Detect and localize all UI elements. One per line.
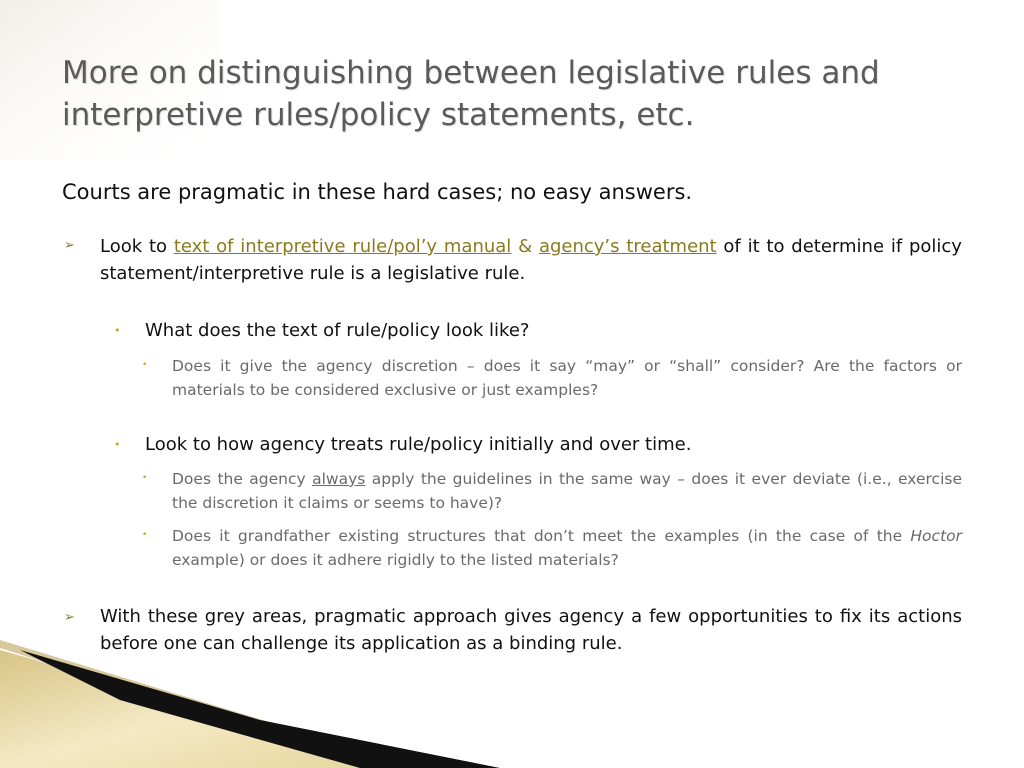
dot-bullet-icon: • bbox=[114, 438, 121, 451]
sub-item-discretion: Does it give the agency discretion – does it say “may” or “shall” consider? Are the factors or materials to be considered exclusive or just examples? bbox=[172, 357, 962, 399]
ampersand: & bbox=[518, 236, 533, 257]
link-agency-treatment[interactable]: agency’s treatment bbox=[538, 236, 717, 257]
sub-item-always-apply bbox=[172, 467, 962, 515]
dot-bullet-icon: • bbox=[142, 360, 148, 370]
dot-bullet-icon: • bbox=[142, 473, 148, 483]
bullet1-pre: Look to bbox=[100, 236, 168, 257]
subtitle: Courts are pragmatic in these hard cases; no easy answers. bbox=[62, 180, 693, 204]
sub-item-grandfather bbox=[172, 524, 962, 572]
item-post: apply the guidelines in the same way – does it ever deviate (i.e., exercise the discretion it claims or seems to have)? bbox=[172, 470, 963, 512]
arrow-bullet-icon: ➢ bbox=[64, 610, 75, 625]
sub-bullet-agency-treats: Look to how agency treats rule/policy initially and over time. bbox=[145, 434, 692, 455]
bullet1-post: of it to determine if policy statement/interpretive rule is a legislative rule. bbox=[100, 236, 962, 284]
dot-bullet-icon: • bbox=[114, 324, 121, 337]
item-pre: Does it grandfather existing structures that don’t meet the examples (in the case of the bbox=[172, 527, 903, 545]
sub-bullet-text-look: What does the text of rule/policy look like? bbox=[145, 320, 530, 341]
slide-title: More on distinguishing between legislative rules and interpretive rules/policy statements, etc. bbox=[62, 55, 880, 133]
bullet-grey-areas: With these grey areas, pragmatic approach gives agency a few opportunities to fix its actions before one can challenge its application as a binding rule. bbox=[100, 606, 962, 654]
bullet-look-to-text bbox=[100, 233, 962, 287]
dot-bullet-icon: • bbox=[142, 530, 148, 540]
emphasis-hoctor: Hoctor bbox=[910, 527, 962, 545]
emphasis-always: always bbox=[312, 470, 366, 488]
item-pre: Does the agency bbox=[172, 470, 306, 488]
arrow-bullet-icon: ➢ bbox=[64, 238, 75, 253]
link-interpretive-rule-text[interactable]: text of interpretive rule/pol’y manual bbox=[173, 236, 512, 257]
item-post: example) or does it adhere rigidly to the listed materials? bbox=[172, 551, 619, 569]
